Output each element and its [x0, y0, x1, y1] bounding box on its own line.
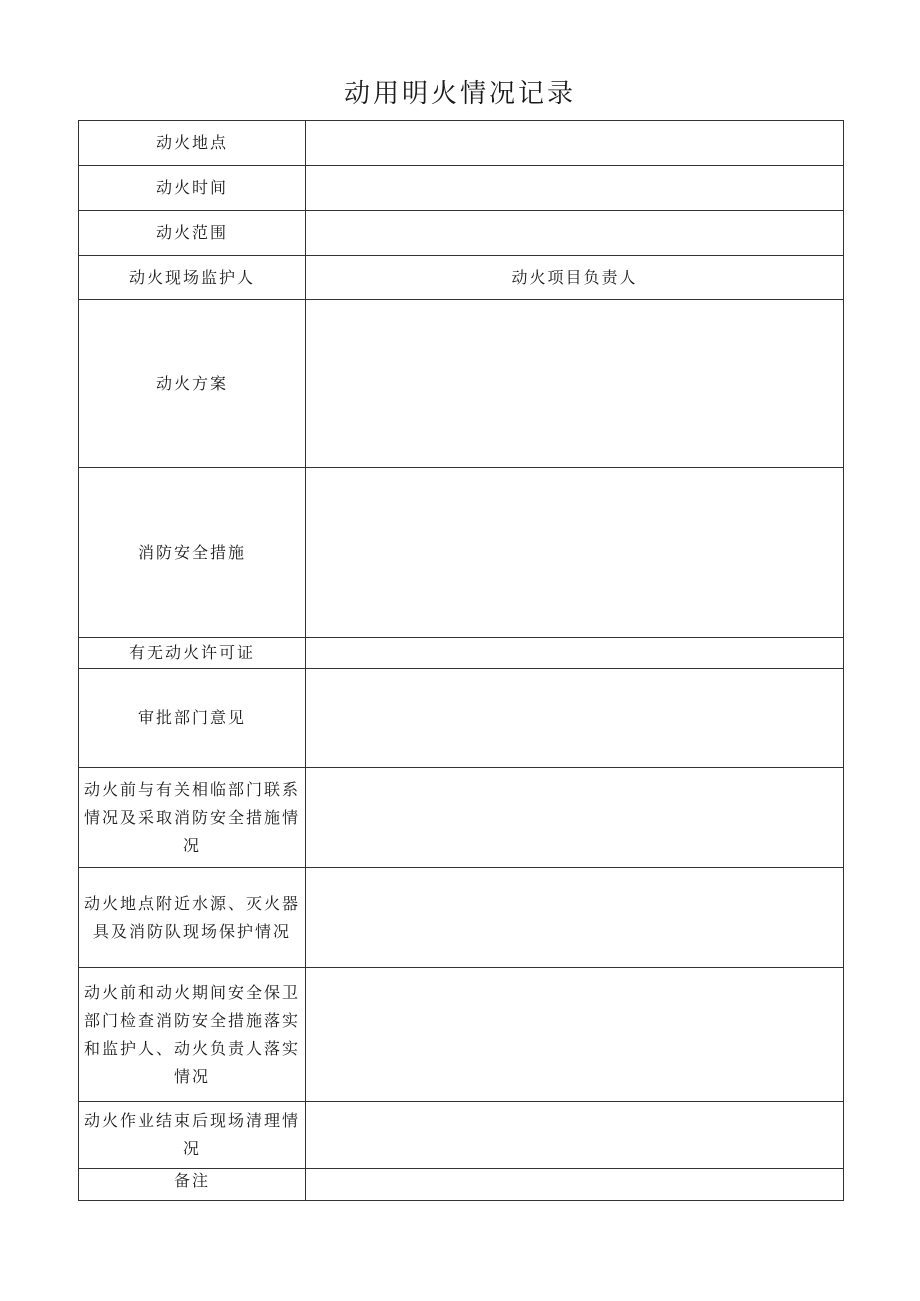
value-water-equipment[interactable]	[306, 868, 844, 968]
value-coordination-measures[interactable]	[306, 768, 844, 868]
label-fire-permit: 有无动火许可证	[79, 638, 306, 669]
value-fire-time[interactable]	[306, 166, 844, 211]
label-site-cleanup: 动火作业结束后现场清理情况	[79, 1102, 306, 1169]
row-permit	[79, 638, 844, 669]
row-water-equipment	[79, 868, 844, 968]
label-security-inspection: 动火前和动火期间安全保卫部门检查消防安全措施落实和监护人、动火负责人落实情况	[79, 968, 306, 1102]
value-fire-range[interactable]	[306, 211, 844, 256]
label-fire-range: 动火范围	[79, 211, 306, 256]
row-range	[79, 211, 844, 256]
label-site-supervisor: 动火现场监护人	[79, 256, 306, 300]
row-security-inspection	[79, 968, 844, 1102]
label-fire-plan: 动火方案	[79, 300, 306, 468]
fire-record-table	[78, 120, 844, 1201]
label-remarks: 备注	[79, 1169, 306, 1201]
value-site-cleanup[interactable]	[306, 1102, 844, 1169]
value-safety-measures[interactable]	[306, 468, 844, 638]
label-fire-location: 动火地点	[79, 121, 306, 166]
label-safety-measures: 消防安全措施	[79, 468, 306, 638]
page-title: 动用明火情况记录	[343, 79, 576, 109]
row-supervisor	[79, 256, 844, 300]
row-location	[79, 121, 844, 166]
value-fire-plan[interactable]	[306, 300, 844, 468]
value-fire-location[interactable]	[306, 121, 844, 166]
label-water-equipment: 动火地点附近水源、灭火器具及消防队现场保护情况	[79, 868, 306, 968]
row-cleanup	[79, 1102, 844, 1169]
label-coordination-measures: 动火前与有关相临部门联系情况及采取消防安全措施情况	[79, 768, 306, 868]
label-approval-opinion: 审批部门意见	[79, 669, 306, 768]
row-remarks	[79, 1169, 844, 1201]
value-remarks[interactable]	[306, 1169, 844, 1201]
value-security-inspection[interactable]	[306, 968, 844, 1102]
label-fire-time: 动火时间	[79, 166, 306, 211]
value-fire-permit[interactable]	[306, 638, 844, 669]
row-safety-measures	[79, 468, 844, 638]
row-time	[79, 166, 844, 211]
value-approval-opinion[interactable]	[306, 669, 844, 768]
row-plan	[79, 300, 844, 468]
row-approval	[79, 669, 844, 768]
label-project-leader: 动火项目负责人	[306, 256, 844, 300]
row-coordination	[79, 768, 844, 868]
